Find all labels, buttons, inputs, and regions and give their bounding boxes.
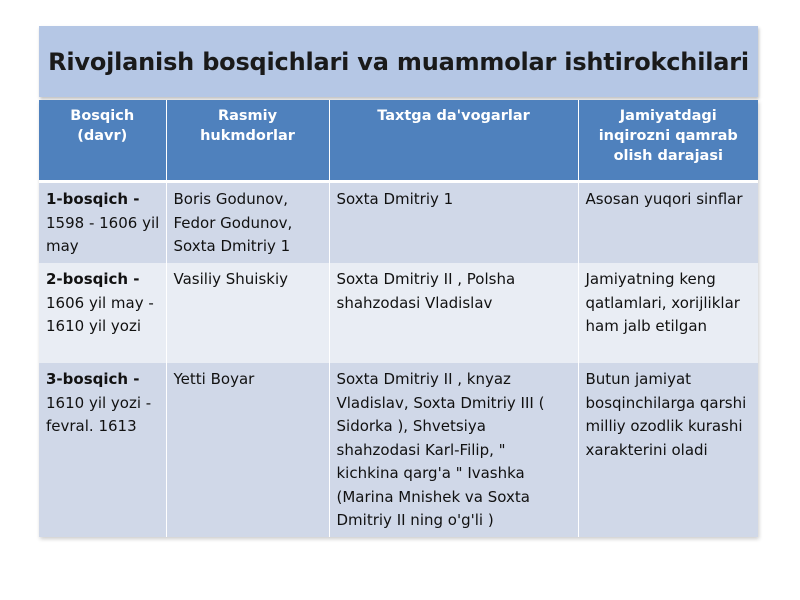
claimants-cell: Soxta Dmitriy II , knyaz Vladislav, Soxta Dmitriy III ( Sidorka ), Shvetsiya shahzodasi Karl-Filip, " kichkina qarg'a " Ivashka (Marina Mnishek va Soxta Dmitriy II ning o'g'li )	[329, 363, 578, 537]
header-rulers: Rasmiy hukmdorlar	[166, 100, 329, 182]
scope-cell: Jamiyatning keng qatlamlari, xorijliklar ham jalb etilgan	[578, 263, 758, 363]
slide-title: Rivojlanish bosqichlari va muammolar ishtirokchilari	[48, 47, 749, 76]
stage-period: 1610 yil yozi - fevral. 1613	[46, 393, 152, 435]
stage-cell	[39, 363, 166, 537]
stage-cell	[39, 182, 166, 264]
stage-title: 2-bosqich -	[46, 270, 140, 288]
table-row	[39, 363, 758, 537]
rulers-cell: Yetti Boyar	[166, 363, 329, 537]
claimants-cell: Soxta Dmitriy II , Polsha shahzodasi Vladislav	[329, 263, 578, 363]
scope-cell: Asosan yuqori sinflar	[578, 182, 758, 264]
rulers-cell: Vasiliy Shuiskiy	[166, 263, 329, 363]
header-claimants: Taxtga da'vogarlar	[329, 100, 578, 182]
table-header-row	[39, 100, 758, 182]
table-row	[39, 263, 758, 363]
rulers-cell: Boris Godunov, Fedor Godunov, Soxta Dmitriy 1	[166, 182, 329, 264]
stage-cell	[39, 263, 166, 363]
header-stage: Bosqich (davr)	[39, 100, 166, 182]
stage-title: 3-bosqich -	[46, 370, 140, 388]
header-scope: Jamiyatdagi inqirozni qamrab olish darajasi	[578, 100, 758, 182]
stage-period: 1606 yil may - 1610 yil yozi	[46, 293, 154, 335]
scope-cell: Butun jamiyat bosqinchilarga qarshi milliy ozodlik kurashi xarakterini oladi	[578, 363, 758, 537]
slide-title-band	[39, 26, 758, 97]
table-row	[39, 182, 758, 264]
stage-period: 1598 - 1606 yil may	[46, 213, 160, 255]
stage-title: 1-bosqich -	[46, 190, 140, 208]
claimants-cell: Soxta Dmitriy 1	[329, 182, 578, 264]
stages-table	[39, 100, 758, 537]
